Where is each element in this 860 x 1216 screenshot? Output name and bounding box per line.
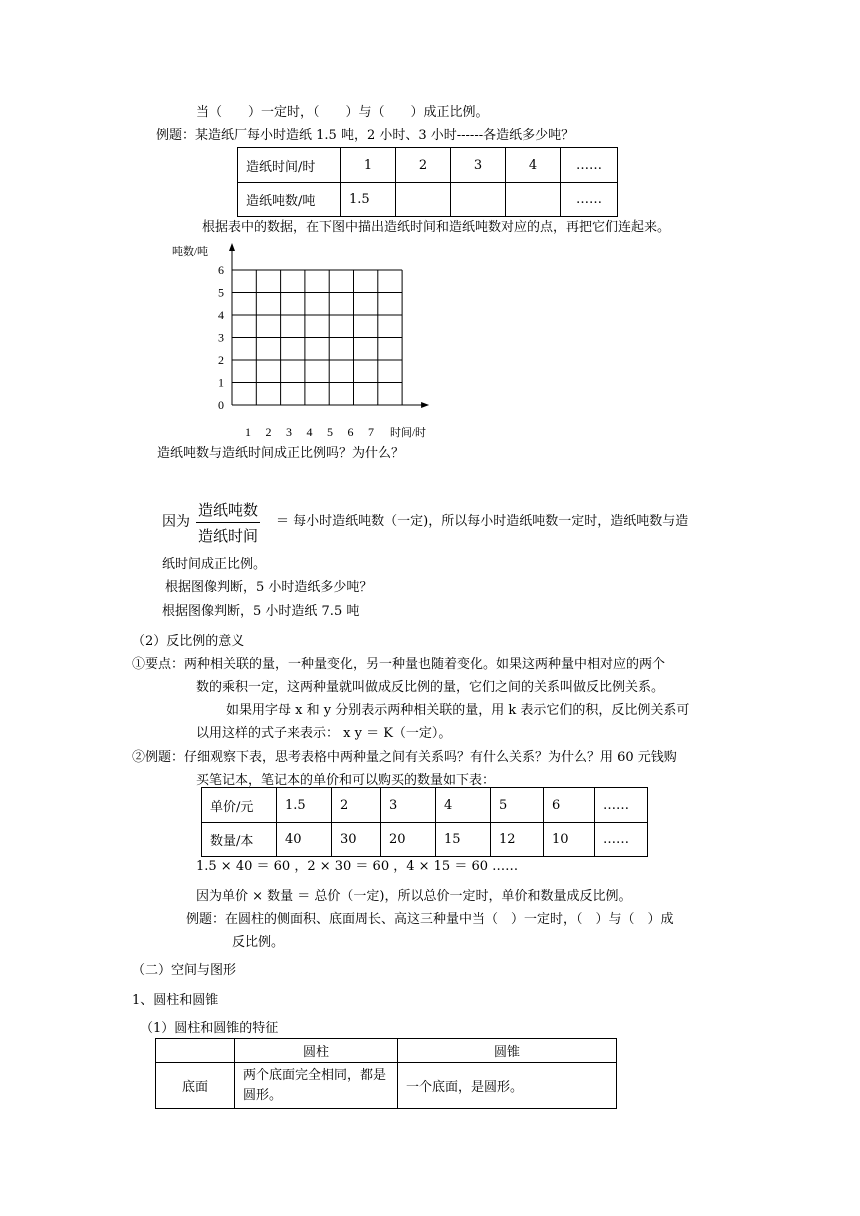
- instruction-text: 根据表中的数据，在下图中描出造纸时间和造纸吨数对应的点，再把它们连起来。: [202, 220, 671, 235]
- table-cell: [396, 183, 451, 217]
- table-cell: 3: [451, 148, 506, 183]
- subsection-heading: （1）圆柱和圆锥的特征: [140, 1021, 279, 1036]
- fraction-numerator: 造纸吨数: [196, 499, 260, 523]
- table-cell: ……: [595, 788, 648, 823]
- coordinate-grid: [160, 240, 450, 445]
- table-cell: 4: [506, 148, 561, 183]
- point-line: ①要点：两种相关联的量，一种量变化，另一种量也随着变化。如果这两种量中相对应的两个: [132, 657, 666, 672]
- table-cell: 单价/元: [202, 788, 277, 823]
- y-tick-label: 6: [218, 263, 224, 277]
- x-tick-label: 2: [265, 425, 272, 439]
- y-tick-label: 5: [218, 285, 224, 300]
- point-line: ②例题：仔细观察下表，思考表格中两种量之间有关系吗？有什么关系？为什么？用 60 元钱购: [132, 750, 677, 765]
- calc-line: 1.5 × 40 ＝ 60 ，2 × 30 ＝ 60 ，4 × 15 ＝ 60 ……: [196, 859, 519, 874]
- reason-line-1: ＝ 每小时造纸吨数（一定)，所以每小时造纸吨数一定时，造纸吨数与造: [276, 514, 689, 529]
- feature-table: [155, 1038, 617, 1109]
- subsection-heading: 1、圆柱和圆锥: [132, 993, 219, 1008]
- table-cell: 12: [491, 823, 544, 857]
- table-cell: 2: [332, 788, 381, 823]
- because-label: 因为: [162, 514, 190, 530]
- fraction-denominator: 造纸时间: [198, 527, 259, 545]
- x-tick-label: 1: [245, 425, 251, 439]
- x-tick-label: 7: [368, 425, 374, 439]
- table-cell: ……: [561, 183, 618, 217]
- section-heading: （2）反比例的意义: [132, 634, 245, 649]
- judge-question: 根据图像判断，5 小时造纸多少吨？: [165, 580, 373, 595]
- table-cell: 6: [544, 788, 595, 823]
- table-cell: 圆柱: [235, 1039, 398, 1063]
- table-cell: [451, 183, 506, 217]
- fill-blank-line: 当（ ）一定时，（ ）与（ ）成正比例。: [196, 105, 489, 120]
- judge-answer: 根据图像判断，5 小时造纸 7.5 吨: [162, 604, 360, 619]
- point-line: 以用这样的式子来表示： x y ＝ K（一定）。: [196, 726, 452, 741]
- x-axis-label: 时间/时: [390, 427, 427, 439]
- table-cell: 20: [381, 823, 436, 857]
- table-cell: 3: [381, 788, 436, 823]
- y-axis-label: 吨数/吨: [172, 246, 209, 258]
- question-text: 造纸吨数与造纸时间成正比例吗？为什么？: [157, 446, 405, 461]
- table-cell: 40: [277, 823, 332, 857]
- section-heading: （二）空间与图形: [132, 963, 237, 978]
- table-cell: 两个底面完全相同，都是圆形。: [235, 1063, 398, 1109]
- point-line: 买笔记本，笔记本的单价和可以购买的数量如下表：: [196, 773, 496, 788]
- example-line: 反比例。: [232, 935, 285, 950]
- y-tick-label: 1: [218, 375, 224, 390]
- example-line: 例题：在圆柱的侧面积、底面周长、高这三种量中当（ ）一定时，（ ）与（ ）成: [186, 912, 674, 927]
- table-cell: 1.5: [341, 183, 396, 217]
- point-line: 如果用字母 x 和 y 分别表示两种相关联的量，用 k 表示它们的积，反比例关系可: [226, 703, 690, 718]
- x-tick-label: 6: [347, 425, 354, 439]
- table-cell: 造纸吨数/吨: [238, 183, 341, 217]
- reason-line-2: 纸时间成正比例。: [162, 557, 267, 572]
- table-cell: 2: [396, 148, 451, 183]
- table-cell: 1.5: [277, 788, 332, 823]
- x-tick-label: 3: [286, 425, 292, 439]
- point-line: 数的乘积一定，这两种量就叫做成反比例的量，它们之间的关系叫做反比例关系。: [196, 680, 665, 695]
- table-cell: [506, 183, 561, 217]
- table-cell: 底面: [156, 1063, 235, 1109]
- y-tick-label: 4: [218, 308, 224, 322]
- table-cell: [156, 1039, 235, 1063]
- table-cell: 30: [332, 823, 381, 857]
- paper-table: [237, 147, 618, 217]
- x-tick-label: 4: [306, 425, 313, 439]
- x-axis-arrow-icon: [421, 402, 429, 408]
- table-cell: 5: [491, 788, 544, 823]
- table-cell: 1: [341, 148, 396, 183]
- table-cell: 10: [544, 823, 595, 857]
- table-cell: ……: [595, 823, 648, 857]
- table-cell: 圆锥: [398, 1039, 617, 1063]
- x-tick-label: 5: [327, 425, 333, 439]
- table-cell: 一个底面，是圆形。: [398, 1063, 617, 1109]
- table-cell: 4: [436, 788, 491, 823]
- table-cell: 15: [436, 823, 491, 857]
- price-table: [201, 787, 648, 857]
- y-axis-arrow-icon: [229, 243, 235, 251]
- y-tick-label: 0: [218, 398, 224, 412]
- table-cell: ……: [561, 148, 618, 183]
- y-tick-label: 3: [218, 330, 224, 345]
- conclusion-line: 因为单价 × 数量 ＝ 总价（一定)，所以总价一定时，单价和数量成反比例。: [196, 889, 632, 904]
- table-cell: 数量/本: [202, 823, 277, 857]
- table-cell: 造纸时间/时: [238, 148, 341, 183]
- y-tick-label: 2: [218, 353, 224, 367]
- fraction: [196, 499, 260, 546]
- example-text: 例题：某造纸厂每小时造纸 1.5 吨，2 小时、3 小时------各造纸多少吨？: [156, 128, 575, 143]
